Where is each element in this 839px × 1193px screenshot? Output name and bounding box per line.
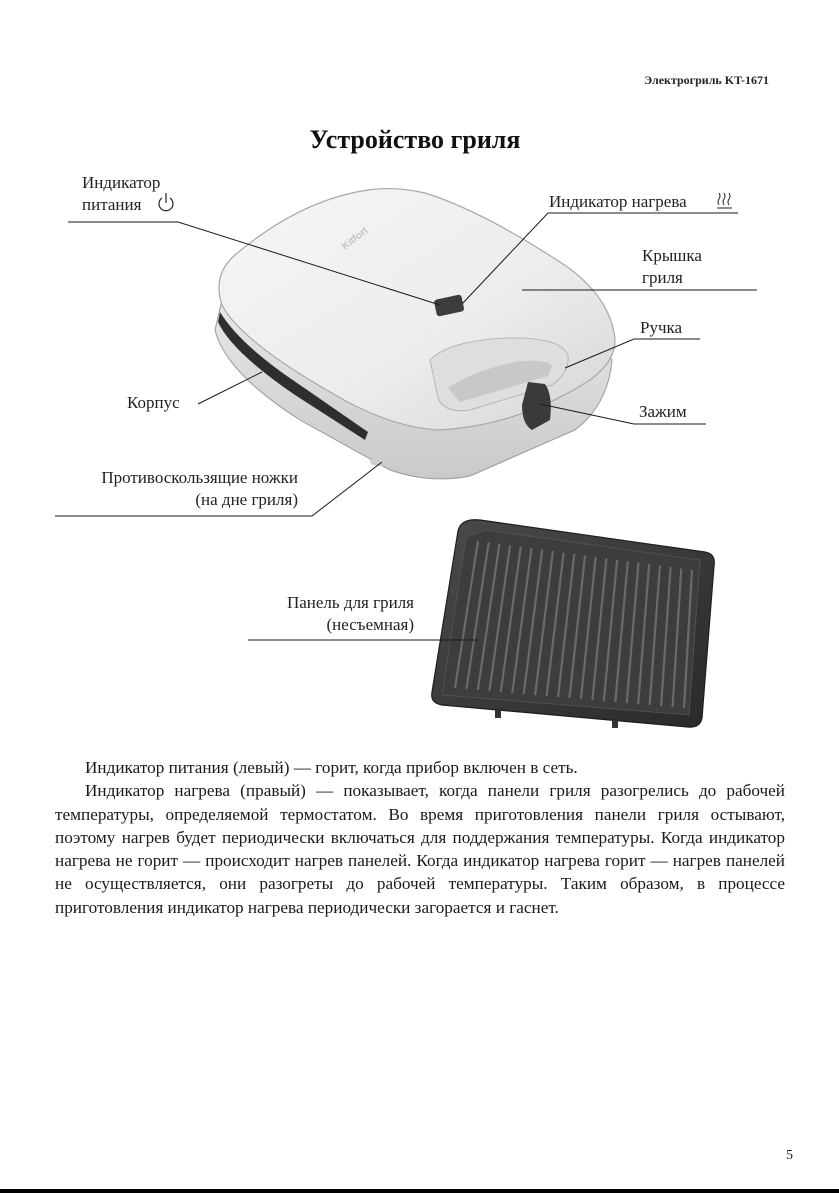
description-text — [55, 756, 785, 919]
label-lid — [642, 245, 702, 289]
power-icon — [159, 193, 173, 211]
label-panel-line1: Панель для гриля — [286, 593, 414, 612]
label-panel — [200, 592, 414, 636]
label-feet-line2: (на дне гриля) — [195, 490, 298, 509]
grill-plate-drawing — [432, 520, 715, 728]
closed-grill-drawing — [215, 189, 615, 479]
label-heat-indicator: Индикатор нагрева — [549, 192, 687, 211]
document-header-model: Электрогриль KT-1671 — [643, 73, 769, 87]
label-body: Корпус — [127, 393, 180, 412]
label-power-indicator-line2: питания — [82, 195, 142, 214]
description-paragraph: Индикатор питания (левый) — горит, когда прибор включен в сеть. — [85, 758, 578, 777]
label-power-indicator-line1: Индикатор — [82, 173, 161, 192]
label-panel-line2: (несъемная) — [326, 615, 414, 634]
label-feet — [60, 467, 298, 511]
label-power-indicator — [82, 172, 160, 216]
description-paragraph: Индикатор нагрева (правый) — показывает, когда панели гриля разогрелись до рабочей температуры, определяемой термостатом. Во время приготовления панели гриля остывают, поэтому нагрев будет периодически включаться для поддержания температуры. Когда индикатор нагрева не горит — происходит нагрев панелей. Когда индикатор нагрева горит — нагрев панелей не осуществляется, они разогреты до рабочей температуры. Таким образом, в процессе приготовления индикатор нагрева периодически загорается и гаснет. — [55, 781, 785, 917]
label-lid-line2: гриля — [642, 268, 683, 287]
brand-logo: Kitfort — [340, 225, 371, 253]
page-number: 5 — [786, 1148, 793, 1163]
plate-hinge — [495, 710, 501, 718]
label-handle: Ручка — [640, 318, 683, 337]
heat-waves-icon — [717, 193, 732, 208]
label-feet-line1: Противоскользящие ножки — [101, 468, 298, 487]
bottom-rule — [0, 1189, 839, 1193]
plate-hinge — [612, 720, 618, 728]
label-lid-line1: Крышка — [642, 246, 702, 265]
leader-body — [198, 372, 262, 404]
label-clamp: Зажим — [639, 402, 687, 421]
page-title: Устройство гриля — [309, 125, 521, 154]
